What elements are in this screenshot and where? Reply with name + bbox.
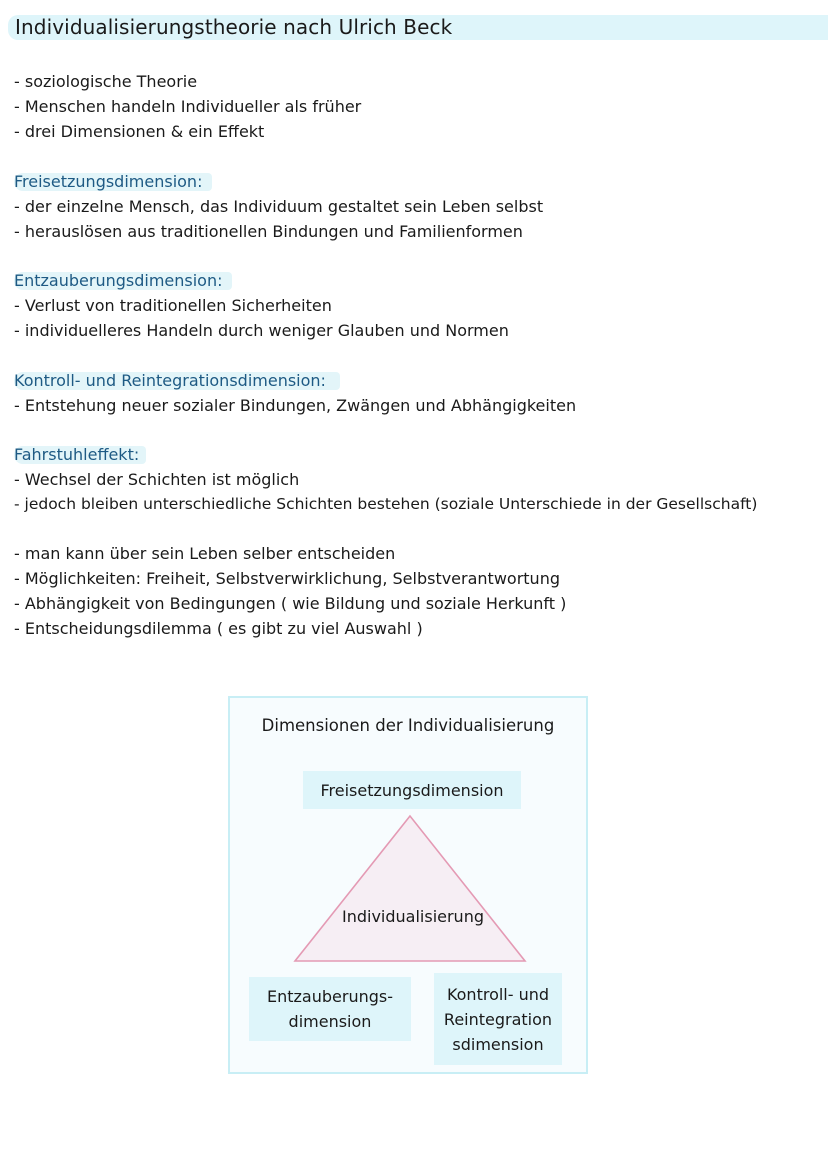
intro-list	[14, 69, 361, 144]
section-item: - jedoch bleiben unterschiedliche Schichten bestehen (soziale Unterschiede in der Gesellschaft)	[14, 495, 758, 513]
summary-item: - Möglichkeiten: Freiheit, Selbstverwirklichung, Selbstverantwortung	[14, 569, 560, 588]
summary-item: - Abhängigkeit von Bedingungen ( wie Bildung und soziale Herkunft )	[14, 594, 567, 613]
intro-item: - Menschen handeln Individueller als früher	[14, 97, 362, 116]
dimensions-diagram	[228, 696, 588, 1074]
summary-list	[14, 541, 566, 641]
diagram-box-label: sdimension	[452, 1034, 544, 1054]
summary-item: - Entscheidungsdilemma ( es gibt zu viel Auswahl )	[14, 619, 423, 638]
section-item: - Verlust von traditionellen Sicherheiten	[14, 296, 332, 315]
diagram-box-label: Kontroll- und	[446, 984, 550, 1004]
section-freisetzung	[14, 169, 543, 244]
section-heading: Entzauberungsdimension:	[14, 268, 509, 293]
diagram-box-label: Entzauberungs-	[267, 987, 393, 1006]
section-item: - individuelleres Handeln durch weniger Glauben und Normen	[14, 321, 509, 340]
section-item: - Entstehung neuer sozialer Bindungen, Zwängen und Abhängigkeiten	[14, 396, 577, 415]
diagram-box-label: Freisetzungsdimension	[320, 780, 504, 800]
section-item: - der einzelne Mensch, das Individuum gestaltet sein Leben selbst	[14, 197, 544, 216]
summary-item: - man kann über sein Leben selber entscheiden	[14, 544, 396, 563]
section-item: - Wechsel der Schichten ist möglich	[14, 470, 300, 489]
diagram-title: Dimensionen der Individualisierung	[261, 716, 555, 735]
section-kontroll	[14, 368, 576, 418]
page-title: Individualisierungstheorie nach Ulrich Beck	[15, 15, 453, 39]
diagram-box-kontroll	[434, 973, 562, 1065]
intro-item: - soziologische Theorie	[14, 72, 198, 91]
section-entzauberung	[14, 268, 509, 343]
section-heading: Fahrstuhleffekt:	[14, 442, 757, 467]
diagram-box-label: dimension	[288, 1012, 372, 1031]
triangle-label: Individualisierung	[341, 907, 484, 926]
section-fahrstuhl	[14, 442, 757, 517]
section-heading: Freisetzungsdimension:	[14, 169, 543, 194]
section-item: - herauslösen aus traditionellen Bindungen und Familienformen	[14, 222, 523, 241]
section-heading: Kontroll- und Reintegrationsdimension:	[14, 368, 576, 393]
intro-item: - drei Dimensionen & ein Effekt	[14, 122, 265, 141]
diagram-box-label: Reintegration	[443, 1009, 553, 1029]
diagram-box-entzauberung	[249, 977, 411, 1041]
triangle	[295, 816, 525, 961]
